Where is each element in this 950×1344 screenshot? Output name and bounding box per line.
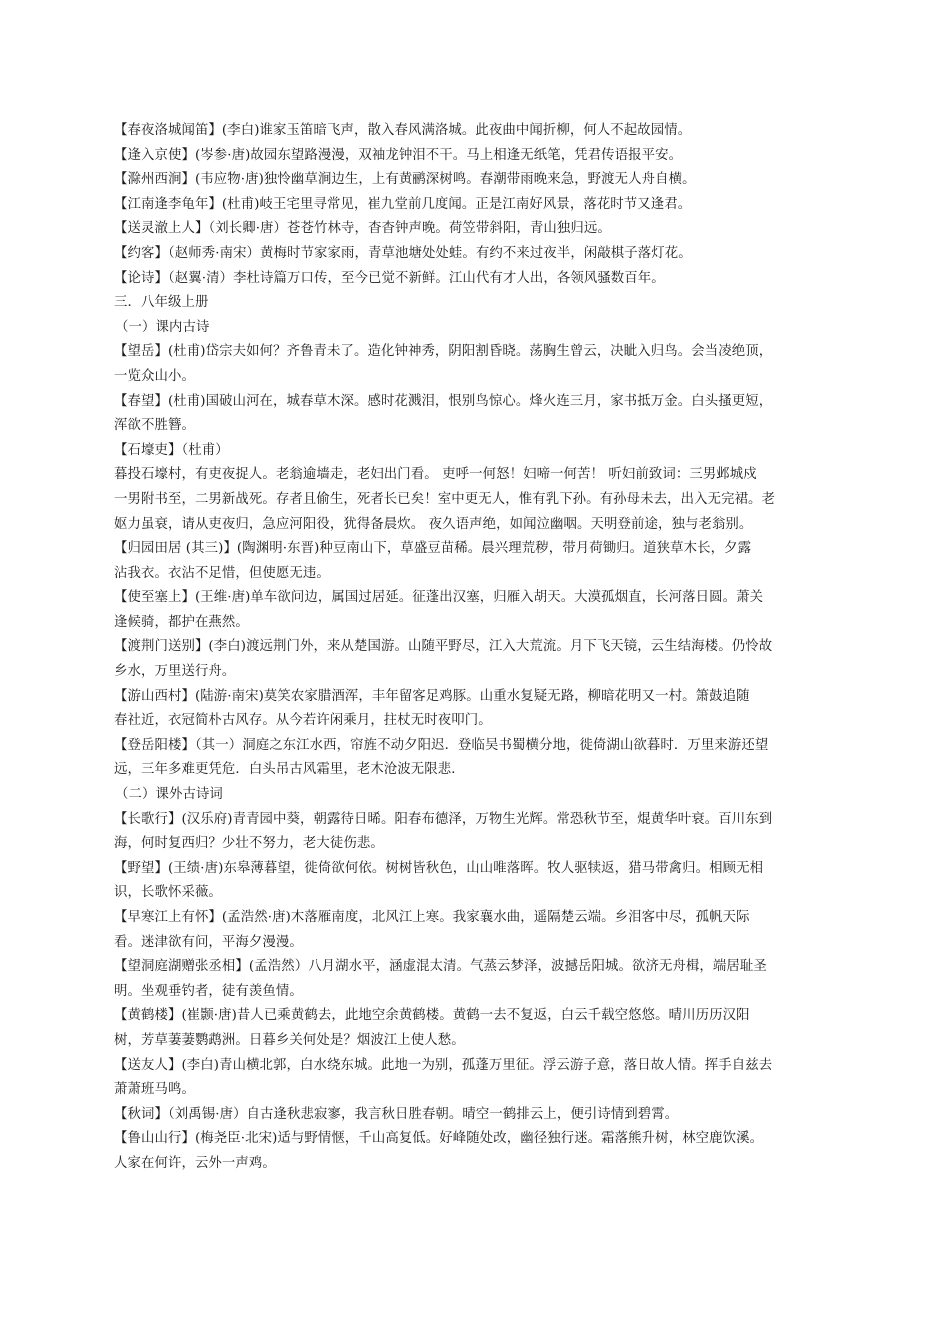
text-line: 【秋词】（刘禹锡·唐）自古逢秋悲寂寥，我言秋日胜春朝。晴空一鹤排云上，便引诗情到碧霄。 — [114, 1106, 679, 1122]
text-line: 看。迷津欲有问，平海夕漫漫。 — [114, 934, 303, 950]
text-line: 沾我衣。衣沾不足惜，但使愿无违。 — [114, 565, 330, 581]
text-line: 人家在何许，云外一声鸡。 — [114, 1155, 276, 1171]
text-line: 【送灵澈上人】（刘长卿·唐）苍苍竹林寺，杳杳钟声晚。荷笠带斜阳，青山独归远。 — [114, 221, 611, 237]
section-heading: 三．八年级上册 — [114, 295, 209, 311]
subsection-heading: （一）课内古诗 — [115, 319, 210, 335]
text-line: 乡水，万里送行舟。 — [114, 664, 236, 680]
text-line: 【论诗】（赵翼·清）李杜诗篇万口传，至今已觉不新鲜。江山代有才人出，各领风骚数百年。 — [114, 270, 665, 286]
text-line: 【登岳阳楼】（其一）洞庭之东江水西，帘旌不动夕阳迟．登临吴书蜀横分地，徙倚湖山欲暮时．万里来游还望 — [114, 737, 769, 753]
text-line: 【归园田居 (其三)】(陶渊明·东晋)种豆南山下，草盛豆苗稀。晨兴理荒秽，带月荷锄归。道狭草木长，夕露 — [114, 541, 752, 557]
text-line: 妪力虽衰，请从吏夜归，急应河阳役，犹得备晨炊。 夜久语声绝，如闻泣幽咽。天明登前途，独与老翁别。 — [114, 516, 753, 532]
text-line: 树，芳草萋萋鹦鹉洲。日暮乡关何处是？烟波江上使人愁。 — [114, 1032, 465, 1048]
text-line: 逢候骑，都护在燕然。 — [114, 614, 249, 630]
text-line: 【春夜洛城闻笛】(李白)谁家玉笛暗飞声，散入春风满洛城。此夜曲中闻折柳，何人不起故园情。 — [114, 123, 692, 138]
text-line: 【春望】(杜甫)国破山河在，城春草木深。感时花溅泪，恨别鸟惊心。烽火连三月，家书抵万金。白头搔更短， — [114, 393, 773, 409]
text-line: 【使至塞上】(王维·唐)单车欲问边，属国过居延。征蓬出汉塞，归雁入胡天。大漠孤烟直，长河落日圆。萧关 — [114, 590, 764, 606]
text-line: 【逢入京使】(岑参·唐)故园东望路漫漫，双袖龙钟泪不干。马上相逢无纸笔，凭君传语报平安。 — [114, 147, 683, 163]
text-line: 【送友人】(李白)青山横北郭，白水绕东城。此地一为别，孤蓬万里征。浮云游子意，落日故人情。挥手自兹去 — [114, 1057, 773, 1073]
text-line: 【鲁山山行】(梅尧臣·北宋)适与野情惬，千山高复低。好峰随处改，幽径独行迷。霜落熊升树，林空鹿饮溪。 — [114, 1131, 764, 1147]
text-line: 【望洞庭湖赠张丞相】(孟浩然）八月湖水平，涵虚混太清。气蒸云梦泽，波撼岳阳城。欲济无舟楫，端居耻圣 — [114, 959, 767, 975]
subsection-heading: （二）课外古诗词 — [115, 787, 223, 803]
text-line: 【石壕吏】（杜甫） — [114, 442, 229, 458]
text-line: 海，何时复西归？少壮不努力，老大徒伤悲。 — [114, 836, 384, 852]
text-line: 【滁州西涧】(韦应物·唐)独怜幽草涧边生，上有黄鹂深树鸣。春潮带雨晚来急，野渡无人舟自横。 — [114, 172, 696, 188]
text-line: 【约客】（赵师秀·南宋）黄梅时节家家雨，青草池塘处处蛙。有约不来过夜半，闲敲棋子落灯花。 — [114, 245, 692, 261]
text-line: 春社近，衣冠简朴古风存。从今若许闲乘月，拄杖无时夜叩门。 — [114, 713, 492, 729]
text-line: 【早寒江上有怀】(孟浩然·唐)木落雁南度，北风江上寒。我家襄水曲，遥隔楚云端。乡泪客中尽，孤帆天际 — [114, 910, 750, 925]
text-line: 【望岳】(杜甫)岱宗夫如何？齐鲁青未了。造化钟神秀，阴阳割昏晓。荡胸生曾云，决眦入归鸟。会当凌绝顶， — [114, 344, 773, 360]
text-line: 【游山西村】(陆游·南宋)莫笑农家腊酒浑，丰年留客足鸡豚。山重水复疑无路，柳暗花明又一村。箫鼓追随 — [114, 688, 750, 704]
text-line: 【长歌行】(汉乐府)青青园中葵，朝露待日晞。阳春布德泽，万物生光辉。常恐秋节至，焜黄华叶衰。百川东到 — [114, 811, 773, 827]
text-line: 远，三年多难更凭危．白头吊古风霜里，老木沧波无限悲． — [114, 762, 465, 778]
text-line: 【渡荆门送别】(李白)渡远荆门外，来从楚国游。山随平野尽，江入大荒流。月下飞天镜，云生结海楼。仍怜故 — [114, 639, 773, 655]
text-line: 浑欲不胜簪。 — [114, 418, 195, 434]
poem-text-body — [114, 119, 836, 1177]
text-line: 一览众山小。 — [114, 368, 195, 384]
text-line: 【黄鹤楼】(崔颢·唐)昔人已乘黄鹤去，此地空余黄鹤楼。黄鹤一去不复返，白云千载空悠悠。晴川历历汉阳 — [114, 1008, 750, 1024]
text-line: 一男附书至，二男新战死。存者且偷生，死者长已矣！室中更无人，惟有乳下孙。有孙母未去，出入无完裙。老 — [114, 491, 776, 507]
text-line: 暮投石壕村，有吏夜捉人。老翁逾墙走，老妇出门看。 吏呼一何怒！妇啼一何苦！ 听妇前致词：三男邺城戍 — [114, 467, 757, 483]
text-line: 萧萧班马鸣。 — [114, 1082, 195, 1098]
text-line: 【野望】(王绩·唐)东皋薄暮望，徙倚欲何依。树树皆秋色，山山唯落晖。牧人驱犊返，猎马带禽归。相顾无相 — [114, 860, 764, 876]
text-line: 识，长歌怀采薇。 — [114, 885, 222, 901]
text-line: 明。坐观垂钓者，徒有羡鱼情。 — [114, 983, 303, 999]
text-line: 【江南逢李龟年】(杜甫)岐王宅里寻常见，崔九堂前几度闻。正是江南好风景，落花时节又逢君。 — [114, 196, 692, 212]
